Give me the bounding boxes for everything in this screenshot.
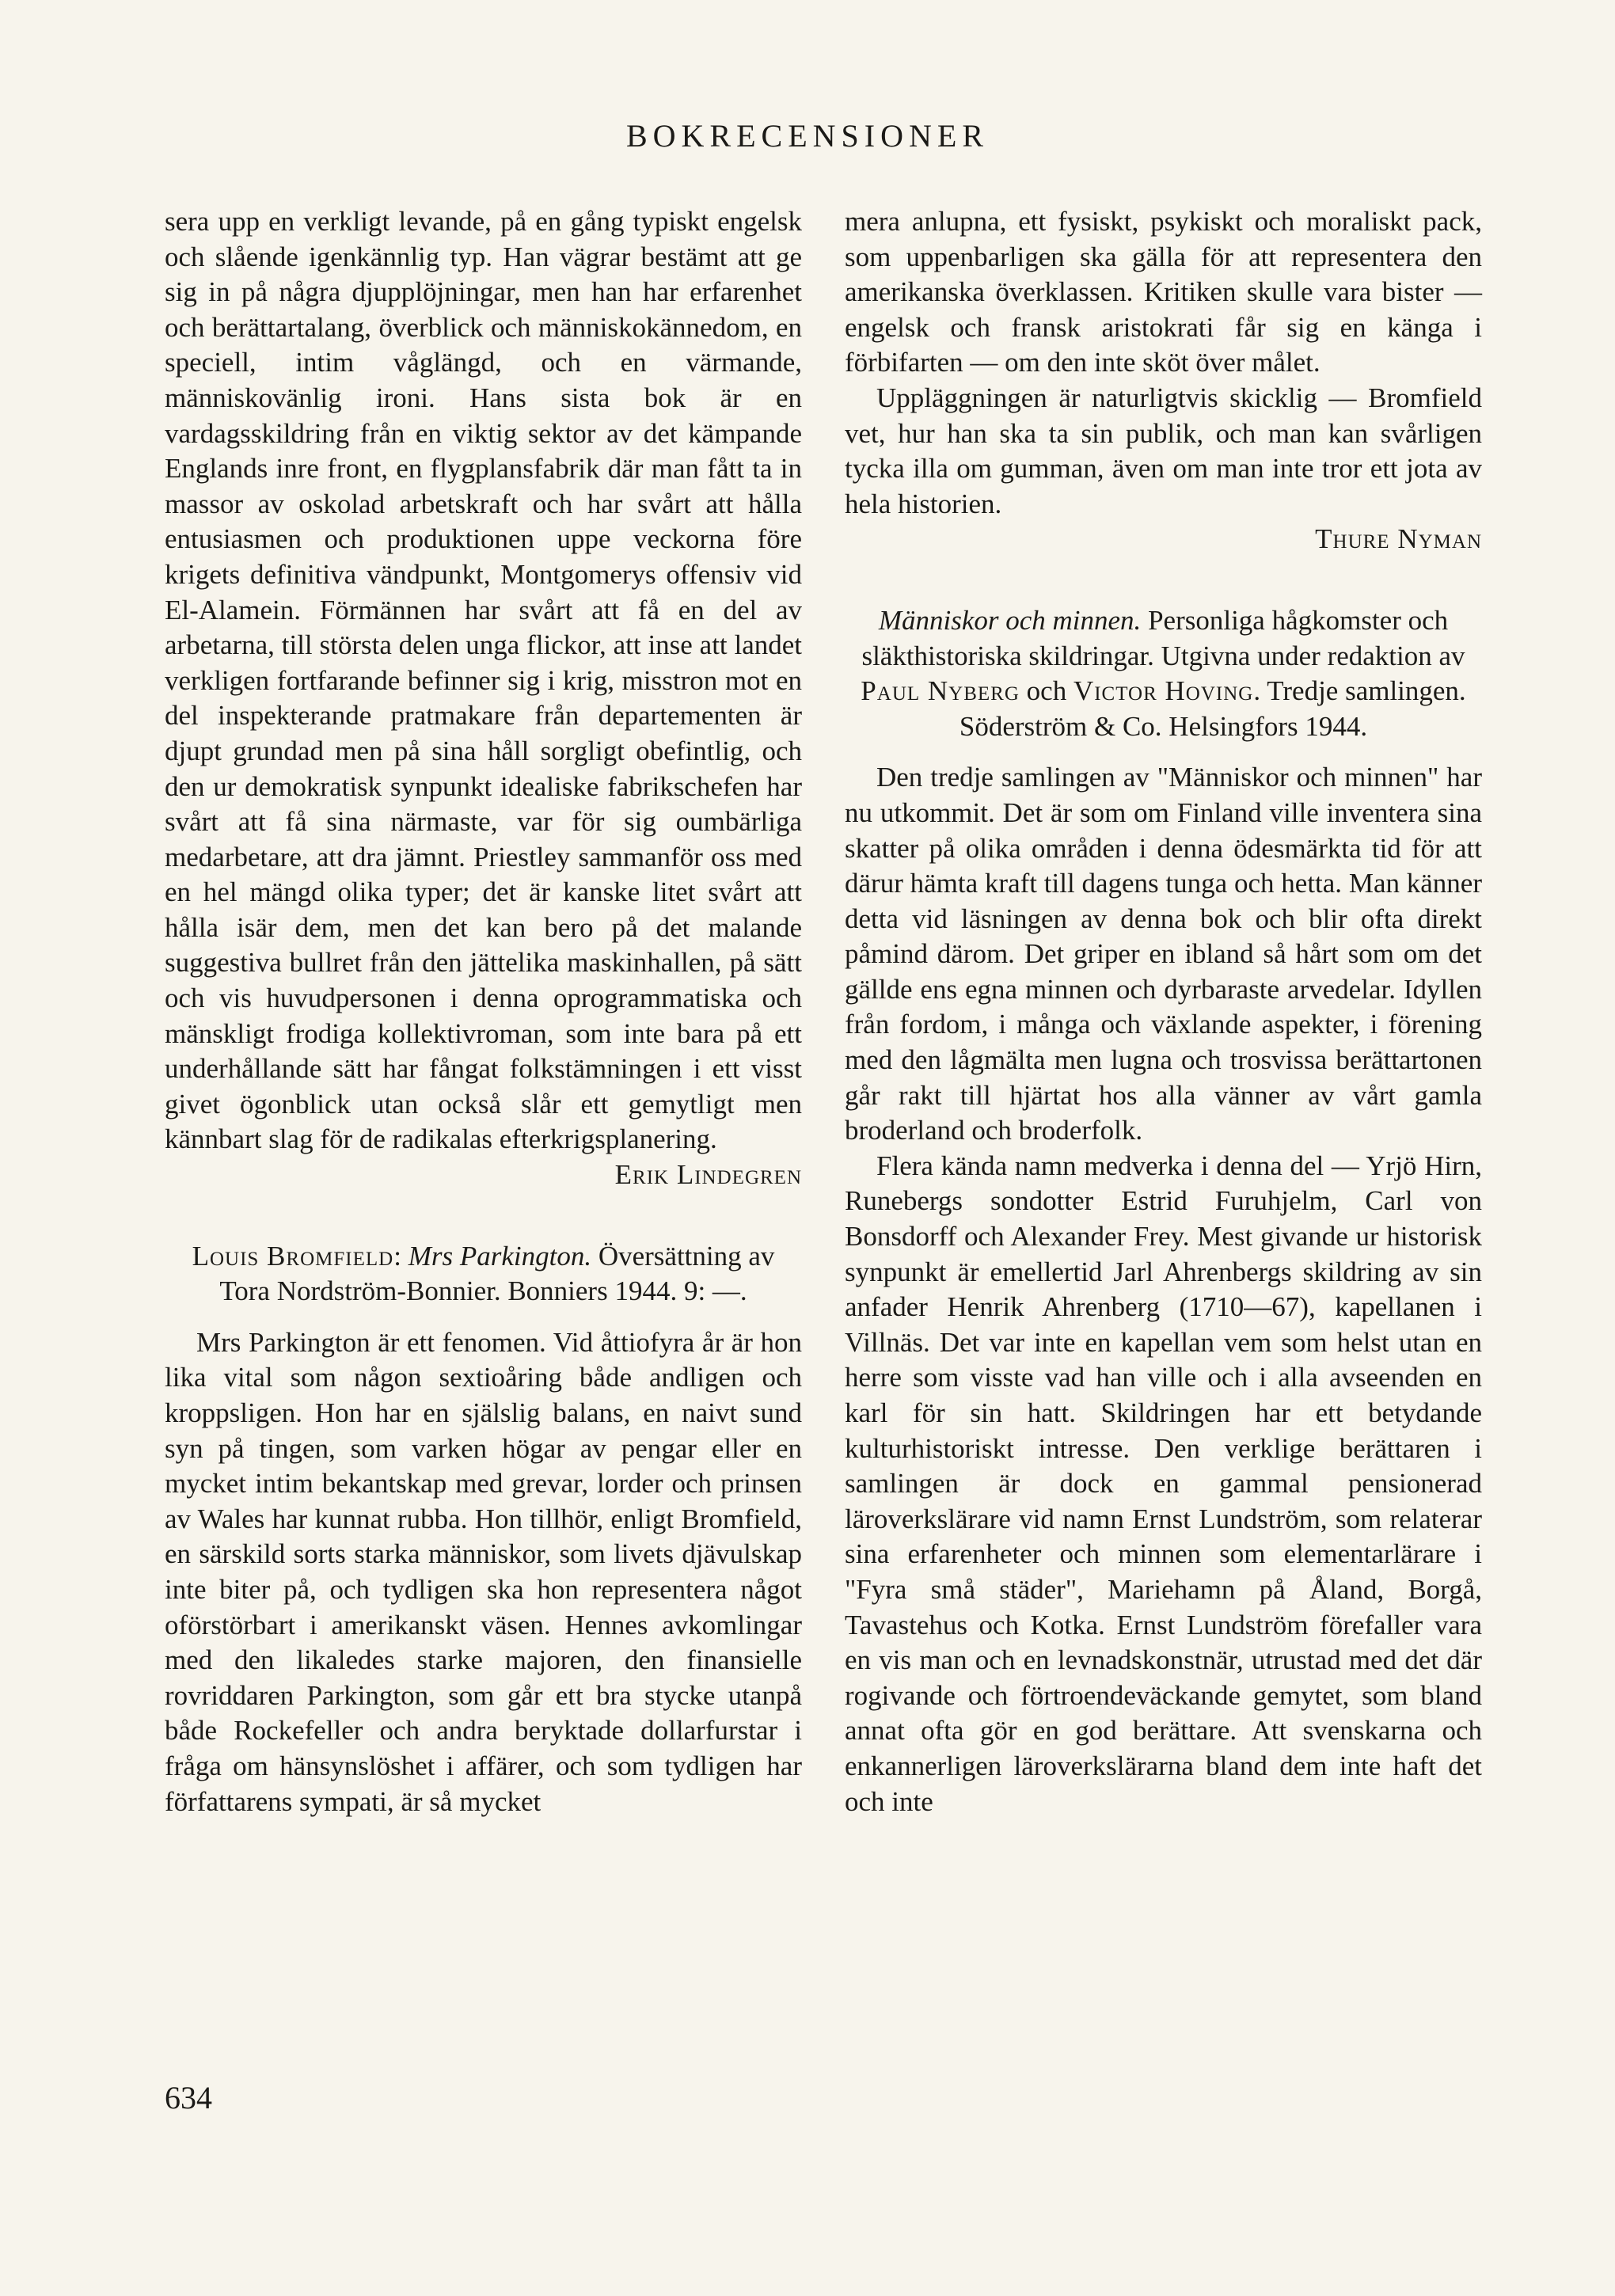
- review3-editor2: Victor Hoving: [1073, 675, 1254, 707]
- review3-subtitle: Personliga hågkomster och släkthistoriska skildringar. Utgivna under redaktion av: [861, 604, 1465, 671]
- review1-body: [165, 204, 802, 1191]
- review2-author: Louis Bromfield: [192, 1240, 394, 1272]
- review2-paragraph2: Uppläggningen är naturligtvis skicklig — Bromfield vet, hur han ska ta sin publik, och man kan svårligen tycka illa om gumman, även om man inte tror ett jota av hela historien.: [845, 382, 1482, 519]
- review3-paragraph1: Den tredje samlingen av "Människor och minnen" har nu utkommit. Det är som om Finland ville inventera sina skatter på olika områden i denna ödesmärkta tid för att därur hämta kraft till dagens tunga och hetta. Man känner detta vid läsningen av denna bok och blir ofta direkt påmind därom. Det griper en ibland så hårt som om det gällde ens egna minnen och dyrbaraste arvedelar. Idyllen från fordom, i många och växlande aspekter, i förening med den lågmälta men lugna och trosvissa berättartonen går rakt till hjärtat hos alla vänner av vårt gamla broderland och broderfolk.: [845, 762, 1482, 1146]
- review1-text: sera upp en verkligt levande, på en gång typiskt engelsk och slående igenkännlig typ. Han vägrar bestämt att ge sig in på några djupplöjningar, men han har erfarenhet och berättartalang, överblick och människokännedom, en speciell, intim våglängd, och en värmande, människovänlig ironi. Hans sista bok är en vardagsskildring från en viktig sektor av det kämpande Englands inre front, en flygplansfabrik där man fått ta in massor av oskolad arbetskraft och har svårt att hålla entusiasmen och produktionen uppe veckorna före krigets definitiva vändpunkt, Montgomerys offensiv vid El-Alamein. Förmännen har svårt att få en del av arbetarna, till största delen unga flickor, att inse att landet verkligen fortfarande befinner sig i krig, misstron mot en del inspekterande pratmakare från departementen är djupt grundad men på sina håll sorgligt obefintlig, och den ur demokratisk synpunkt idealiske fabrikschefen har svårt att få sina närmaste, var för sig oumbärliga medarbetare, att dra jämnt. Priestley sammanför oss med en hel mängd olika typer; det är kanske litet svårt att hålla isär dem, men det kan bero på det malande suggestiva bullret från den jättelika maskinhallen, på sätt och vis huvudpersonen i denna oprogrammatiska och mänskligt frodiga kollektivroman, som inte bara på ett underhållande sätt har fångat folkstämningen i ett visst givet ögonblick utan också slår ett gemytligt men kännbart slag för de radikalas efterkrigsplanering.: [165, 206, 802, 1155]
- review2-title: Mrs Parkington.: [408, 1240, 592, 1272]
- review3-heading: [845, 603, 1482, 744]
- review3-and: och: [1019, 675, 1074, 707]
- left-column: [165, 204, 802, 1819]
- review2-publication: Översättning av Tora Nordström-Bonnier. Bonniers 1944. 9: —.: [219, 1240, 775, 1307]
- review2-heading: [165, 1239, 802, 1310]
- review3-title: Människor och minnen.: [878, 604, 1142, 636]
- page-number: 634: [165, 2080, 212, 2115]
- review3-paragraph2: Flera kända namn medverka i denna del — Yrjö Hirn, Runebergs sondotter Estrid Furuhjelm, Carl von Bonsdorff och Alexander Frey. Mest givande ur historisk synpunkt är emellertid Jarl Ahrenbergs skildring av sin anfader Henrik Ahrenberg (1710—67), kapellanen i Villnäs. Det var inte en kapellan vem som helst utan en herre som visste vad han ville och i alla avseenden en karl för sin hatt. Skildringen har ett betydande kulturhistoriskt intresse. Den verklige berättaren i samlingen är dock en gammal pensionerad läroverkslärare vid namn Ernst Lundström, som relaterar sina erfarenheter och minnen som elementarlärare i "Fyra små städer", Mariehamn på Åland, Borgå, Tavastehus och Kotka. Ernst Lundström förefaller vara en vis man och en levnadskonstnär, utrustad med det där rogivande och förtroendeväckande gemytet, som bland annat ofta gör en god berättare. Att svenskarna och enkannerligen läroverkslärarna bland dem inte haft det och inte: [845, 1150, 1482, 1817]
- running-header: BOKRECENSIONER: [625, 118, 990, 154]
- review3-editor1: Paul Nyberg: [861, 675, 1020, 707]
- review3-publication: . Tredje samlingen. Söderström & Co. Helsingfors 1944.: [959, 675, 1466, 742]
- review2-body: Mrs Parkington är ett fenomen. Vid åttiofyra år är hon lika vital som någon sextioåring både andligen och kroppsligen. Hon har en själslig balans, en naivt sund syn på tingen, som varken högar av pengar eller en mycket intim bekantskap med grevar, lorder och prinsen av Wales har kunnat rubba. Hon tillhör, enligt Bromfield, en särskild sorts starka människor, som livets djävulskap inte biter på, och tydligen ska hon representera något oförstörbart i amerikanskt väsen. Hennes avkomlingar med den likaledes starke majoren, den finansielle rovriddaren Parkington, som går ett bra stycke utanpå både Rockefeller och andra beryktade dollarfurstar i fråga om hänsynslöshet i affärer, och som tydligen har författarens sympati, är så mycket: [165, 1326, 802, 1817]
- review2-colon: :: [393, 1240, 408, 1272]
- right-column: [845, 204, 1482, 1819]
- review2-signature: Thure Nyman: [1315, 523, 1482, 555]
- review1-signature: Erik Lindegren: [614, 1159, 802, 1191]
- review2-continued: mera anlupna, ett fysiskt, psykiskt och moraliskt pack, som uppenbarligen ska gälla för att representera den amerikanska överklassen. Kritiken skulle vara bister — engelsk och fransk aristokrati får sig en känga i förbifarten — om den inte sköt över målet.: [845, 206, 1482, 378]
